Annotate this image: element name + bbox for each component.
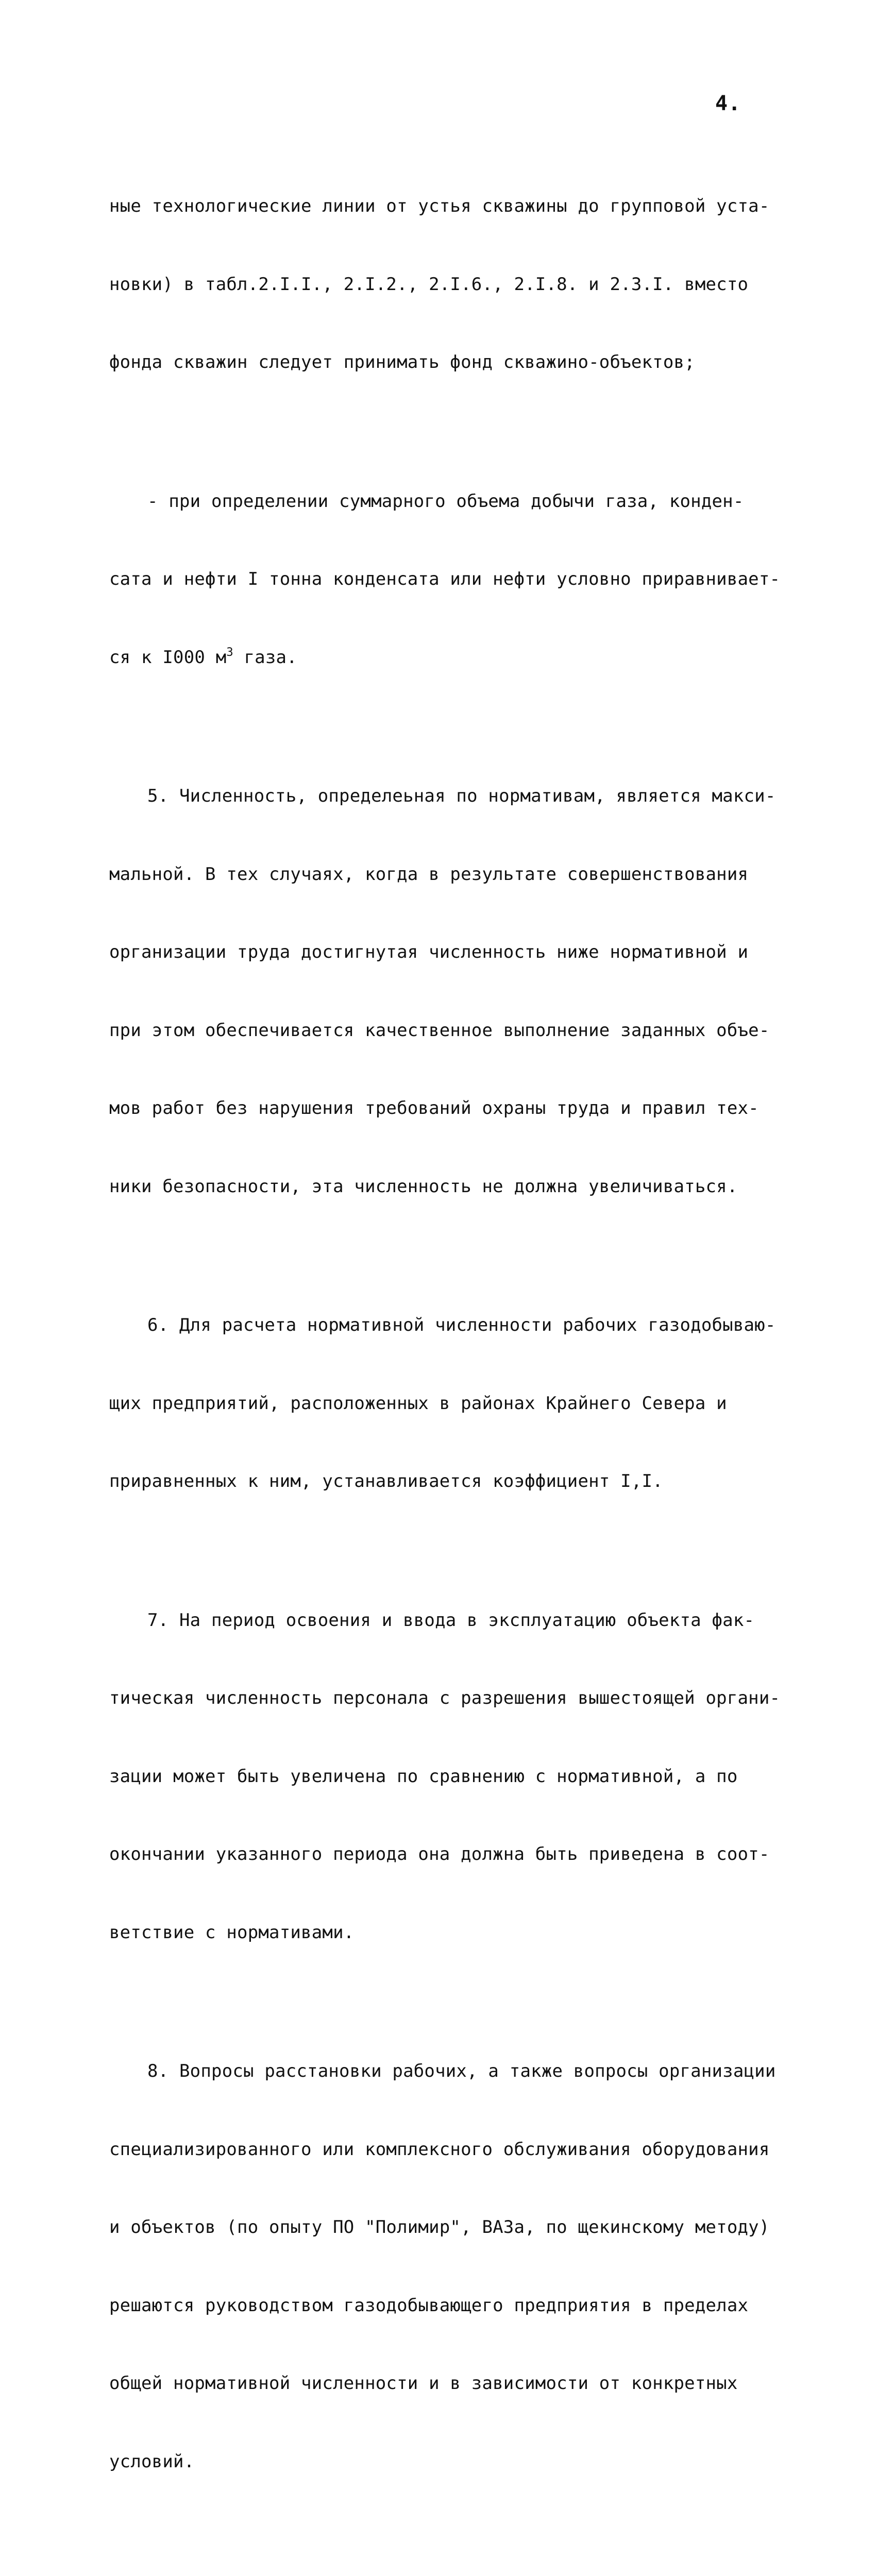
text-line: 6. Для расчета нормативной численности рабочих газодобываю-	[147, 1315, 776, 1335]
body-text	[109, 141, 779, 2576]
text-line: специализированного или комплексного обслуживания оборудования	[109, 2139, 770, 2160]
text-line: организации труда достигнутая численность ниже нормативной и	[109, 942, 749, 962]
paragraph-9	[109, 2535, 779, 2576]
text-line: мальной. В тех случаях, когда в результате совершенствования	[109, 863, 749, 885]
page-number: 4.	[715, 92, 741, 115]
text-line: фонда скважин следует принимать фонд скважино-объектов;	[109, 352, 695, 372]
paragraph-1	[109, 141, 779, 428]
text-line: зации может быть увеличена по сравнению с нормативной, а по	[109, 1766, 738, 1787]
paragraph-2	[109, 436, 779, 723]
text-fragment: ся к I000 м	[109, 647, 227, 668]
text-line: ные технологические линии от устья скважины до групповой уста-	[109, 196, 770, 216]
text-line: новки) в табл.2.I.I., 2.I.2., 2.I.6., 2.I.8. и 2.3.I. вместо	[109, 274, 749, 295]
text-line: 7. На период освоения и ввода в эксплуатацию объекта фак-	[147, 1609, 755, 1631]
text-line: условий.	[109, 2451, 195, 2472]
text-line: общей нормативной численности и в зависимости от конкретных	[109, 2373, 738, 2394]
text-line: сата и нефти I тонна конденсата или нефти условно приравнивает-	[109, 569, 781, 589]
text-line: 5. Численность, определеьная по нормативам, является макси-	[147, 786, 776, 806]
text-line: 8. Вопросы расстановки рабочих, а также вопросы организации	[147, 2061, 776, 2081]
text-line: тическая численность персонала с разрешения вышестоящей органи-	[109, 1688, 781, 1708]
text-line: ветствие с нормативами.	[109, 1922, 355, 1943]
paragraph-8	[109, 2006, 779, 2527]
text-line: приравненных к ним, устанавливается коэффициент I,I.	[109, 1471, 663, 1492]
text-fragment: газа.	[233, 647, 297, 668]
text-line: при этом обеспечивается качественное выполнение заданных объе-	[109, 1020, 770, 1041]
text-line: окончании указанного периода она должна быть приведена в соот-	[109, 1844, 770, 1865]
paragraph-7	[109, 1555, 779, 1998]
text-line: решаются руководством газодобывающего предприятия в пределах	[109, 2295, 749, 2316]
text-line: мов работ без нарушения требований охраны труда и правил тех-	[109, 1098, 759, 1118]
text-line: ники безопасности, эта численность не должна увеличиваться.	[109, 1176, 738, 1197]
text-line: и объектов (по опыту ПО "Полимир", ВАЗа, по щекинскому методу)	[109, 2217, 770, 2238]
superscript: 3	[226, 646, 233, 659]
text-line-with-superscript	[109, 645, 779, 671]
text-line: щих предприятий, расположенных в районах Крайнего Севера и	[109, 1393, 727, 1414]
paragraph-6	[109, 1260, 779, 1547]
text-line: - при определении суммарного объема добычи газа, конден-	[147, 490, 744, 512]
paragraph-5	[109, 731, 779, 1251]
